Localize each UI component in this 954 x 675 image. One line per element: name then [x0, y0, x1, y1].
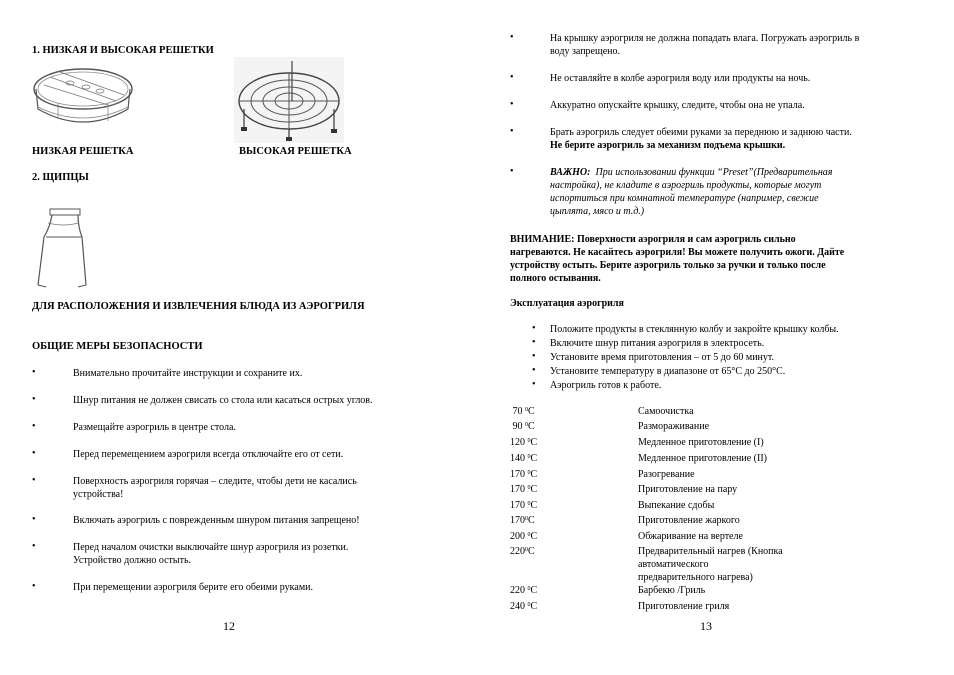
safety-item: Перед началом очистки выключайте шнур аэрогриля из розетки. [73, 542, 349, 553]
temp-value [510, 530, 537, 543]
low-rack-illustration [30, 63, 136, 139]
bullet: • [32, 514, 36, 525]
mode-name: Самоочистка [638, 406, 694, 417]
safety-item: Внимательно прочитайте инструкции и сохраните их. [73, 368, 303, 379]
bullet: • [32, 475, 36, 486]
degree-mark: 0 [525, 422, 528, 428]
temp-unit: С [530, 453, 538, 464]
operation-item: Установите время приготовления – от 5 до 60 минут. [550, 352, 775, 363]
temp-number: 140 [510, 453, 528, 464]
mode-name: Приготовление жаркого [638, 515, 740, 526]
safety-item: Поверхность аэрогриля горячая – следите, чтобы дети не касались [73, 476, 357, 487]
bullet: • [32, 367, 36, 378]
safety-item: Устройство должно остыть. [73, 555, 192, 566]
temp-number: 240 [510, 601, 528, 612]
mode-name: Приготовление на пару [638, 484, 738, 495]
important-line: испортиться при комнатной температуре (например, свежие [550, 193, 819, 204]
operation-item: Включите шнур питания аэрогриля в электросеть. [550, 338, 765, 349]
temp-unit: С [530, 484, 538, 495]
degree-mark: 0 [527, 485, 531, 491]
temp-unit: С [528, 421, 535, 432]
degree-mark: 0 [527, 602, 531, 608]
care-item-bold: Не берите аэрогриль за механизм подъема крышки. [550, 140, 786, 151]
important-label: ВАЖНО: [550, 167, 591, 178]
important-line: цыплята, мясо и т.д.) [550, 206, 645, 217]
degree-mark: 0 [525, 516, 528, 522]
tongs-illustration [34, 207, 90, 289]
temp-value [510, 420, 535, 433]
mode-name: Предварительный нагрев (Кнопка [638, 546, 783, 557]
temp-number: 170 [510, 515, 525, 526]
safety-item: Перед перемещением аэрогриля всегда отключайте его от сети. [73, 449, 344, 460]
section1-title: 1. НИЗКАЯ И ВЫСОКАЯ РЕШЕТКИ [32, 45, 214, 56]
bullet: • [32, 448, 36, 459]
safety-item: Включать аэрогриль с поврежденным шнуром питания запрещено! [73, 515, 360, 526]
mode-name: Приготовление гриля [638, 601, 730, 612]
temp-unit: С [530, 585, 538, 596]
page-number-right: 13 [700, 619, 712, 633]
operation-item: Аэрогриль готов к работе. [550, 380, 662, 391]
temp-number: 220 [510, 546, 525, 557]
temp-value [510, 405, 535, 418]
temp-unit: С [530, 601, 538, 612]
temp-value [510, 499, 537, 512]
operation-title: Эксплуатация аэрогриля [510, 298, 624, 309]
temp-number: 200 [510, 531, 528, 542]
care-item: Не оставляйте в колбе аэрогриля воду или продукты на ночь. [550, 73, 811, 84]
high-rack-label: ВЫСОКАЯ РЕШЕТКА [239, 146, 352, 157]
warning-line: полного остывания. [510, 273, 601, 284]
mode-name: Размораживание [638, 421, 710, 432]
operation-item: Положите продукты в стеклянную колбу и закройте крышку колбы. [550, 324, 839, 335]
degree-mark: 0 [527, 501, 531, 507]
warning-line: нагреваются. Не касайтесь аэрогриля! Вы можете получить ожоги. Дайте [510, 247, 845, 258]
operation-item: Установите температуру в диапазоне от 65°С до 250°С. [550, 366, 786, 377]
mode-name: автоматического [638, 559, 709, 570]
temp-value [510, 452, 537, 465]
bullet: • [532, 337, 536, 348]
mode-name: Медленное приготовление (II) [638, 453, 767, 464]
temp-value [510, 584, 537, 597]
temp-unit: С [530, 469, 538, 480]
temp-unit: С [528, 515, 535, 526]
warning-line: ВНИМАНИЕ: Поверхности аэрогриля и сам аэрогриль сильно [510, 234, 796, 245]
temp-value [510, 483, 537, 496]
important-line: настройка), не кладите в аэрогриль продукты, которые могут [550, 180, 822, 191]
care-item: воду запрещено. [550, 46, 620, 57]
safety-item: При перемещении аэрогриля берите его обеими руками. [73, 582, 313, 593]
safety-item: Размещайте аэрогриль в центре стола. [73, 422, 236, 433]
care-item: На крышку аэрогриля не должна попадать влага. Погружать аэрогриль в [550, 33, 860, 44]
bullet: • [32, 541, 36, 552]
important-line: При использовании функции “Preset”(Предварительная [595, 167, 833, 178]
temp-number: 70 [510, 406, 525, 417]
section2-title: 2. ЩИПЦЫ [32, 172, 89, 183]
temp-number: 120 [510, 437, 528, 448]
safety-title: ОБЩИЕ МЕРЫ БЕЗОПАСНОСТИ [32, 341, 203, 352]
safety-item: Шнур питания не должен свисать со стола или касаться острых углов. [73, 395, 373, 406]
bullet: • [32, 394, 36, 405]
temp-number: 220 [510, 585, 528, 596]
temp-unit: С [528, 406, 535, 417]
bullet: • [510, 99, 514, 110]
bullet: • [532, 379, 536, 390]
temp-unit: С [528, 546, 535, 557]
mode-name: Барбекю /Гриль [638, 585, 706, 596]
temp-value [510, 468, 537, 481]
bullet: • [32, 581, 36, 592]
temp-value [510, 600, 537, 613]
temp-number: 170 [510, 469, 528, 480]
degree-mark: 0 [527, 586, 531, 592]
bullet: • [32, 421, 36, 432]
care-item: Брать аэрогриль следует обеими руками за переднюю и заднюю части. [550, 127, 852, 138]
degree-mark: 0 [527, 532, 531, 538]
temp-value [510, 514, 535, 527]
warning-line: устройству остыть. Берите аэрогриль только за ручки и только после [510, 260, 826, 271]
bullet: • [510, 72, 514, 83]
bullet: • [532, 365, 536, 376]
temp-value [510, 436, 537, 449]
degree-mark: 0 [525, 547, 528, 553]
temp-number: 90 [510, 421, 525, 432]
degree-mark: 0 [527, 454, 531, 460]
low-rack-label: НИЗКАЯ РЕШЕТКА [32, 146, 134, 157]
degree-mark: 0 [527, 438, 531, 444]
mode-name: Обжаривание на вертеле [638, 531, 743, 542]
mode-name: Разогревание [638, 469, 695, 480]
temp-unit: С [530, 437, 538, 448]
mode-name: Выпекание сдобы [638, 500, 715, 511]
temp-number: 170 [510, 500, 528, 511]
bullet: • [532, 323, 536, 334]
high-rack-illustration [234, 57, 344, 143]
temp-unit: С [530, 500, 538, 511]
temp-number: 170 [510, 484, 528, 495]
safety-item: устройства! [73, 489, 124, 500]
temp-unit: С [530, 531, 538, 542]
temp-value [510, 545, 535, 558]
care-item: Аккуратно опускайте крышку, следите, чтобы она не упала. [550, 100, 805, 111]
degree-mark: 0 [525, 407, 528, 413]
mode-name: Медленное приготовление (I) [638, 437, 764, 448]
mode-name: предварительного нагрева) [638, 572, 753, 583]
important-note [550, 166, 832, 179]
bullet: • [532, 351, 536, 362]
tongs-caption: ДЛЯ РАСПОЛОЖЕНИЯ И ИЗВЛЕЧЕНИЯ БЛЮДА ИЗ АЭРОГРИЛЯ [32, 301, 365, 312]
bullet: • [510, 126, 514, 137]
bullet: • [510, 166, 514, 177]
bullet: • [510, 32, 514, 43]
page-number-left: 12 [223, 619, 235, 633]
degree-mark: 0 [527, 470, 531, 476]
